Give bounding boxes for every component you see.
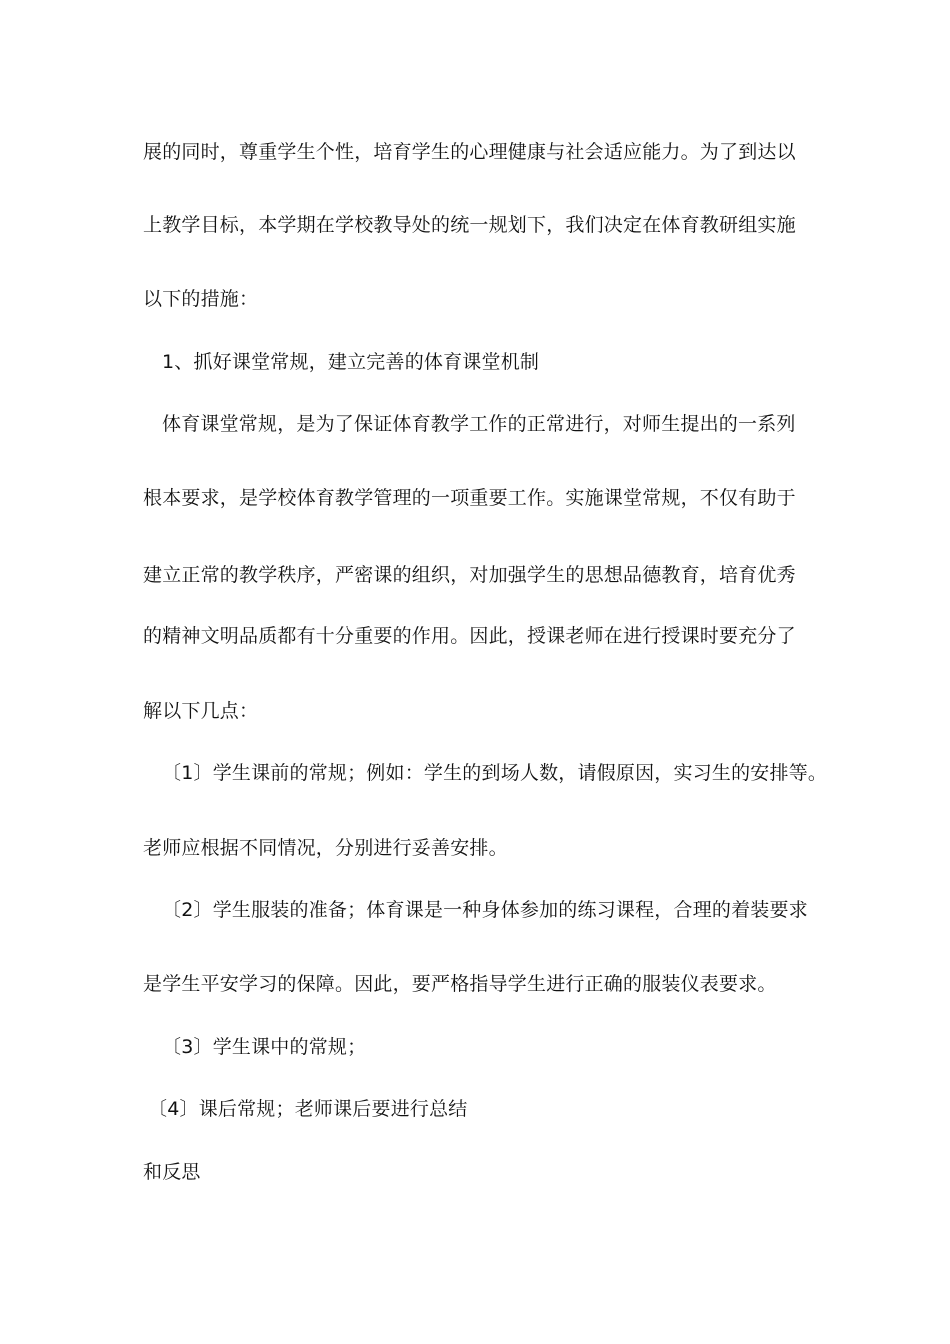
paragraph-line: 根本要求，是学校体育教学管理的一项重要工作。实施课堂常规，不仅有助于 bbox=[143, 487, 796, 509]
list-item-1: 〔1〕学生课前的常规；例如：学生的到场人数，请假原因，实习生的安排等。 bbox=[162, 762, 828, 784]
paragraph-line: 上教学目标，本学期在学校教导处的统一规划下，我们决定在体育教研组实施 bbox=[143, 214, 796, 236]
paragraph-line: 老师应根据不同情况，分别进行妥善安排。 bbox=[143, 837, 508, 859]
list-item-4: 〔4〕课后常规；老师课后要进行总结 bbox=[148, 1098, 468, 1120]
paragraph-line: 和反思 bbox=[143, 1161, 201, 1183]
paragraph-line: 是学生平安学习的保障。因此，要严格指导学生进行正确的服装仪表要求。 bbox=[143, 973, 777, 995]
paragraph-line: 以下的措施： bbox=[143, 288, 259, 310]
paragraph-line: 展的同时，尊重学生个性，培育学生的心理健康与社会适应能力。为了到达以 bbox=[143, 141, 796, 163]
section-heading: 1、抓好课堂常规，建立完善的体育课堂机制 bbox=[162, 351, 540, 373]
paragraph-line: 解以下几点： bbox=[143, 700, 259, 722]
paragraph-line: 的精神文明品质都有十分重要的作用。因此，授课老师在进行授课时要充分了 bbox=[143, 625, 796, 647]
paragraph-line: 体育课堂常规，是为了保证体育教学工作的正常进行，对师生提出的一系列 bbox=[162, 413, 796, 435]
paragraph-line: 建立正常的教学秩序，严密课的组织，对加强学生的思想品德教育，培育优秀 bbox=[143, 564, 796, 586]
list-item-3: 〔3〕学生课中的常规； bbox=[162, 1036, 367, 1058]
list-item-2: 〔2〕学生服装的准备；体育课是一种身体参加的练习课程，合理的着装要求 bbox=[162, 899, 808, 921]
